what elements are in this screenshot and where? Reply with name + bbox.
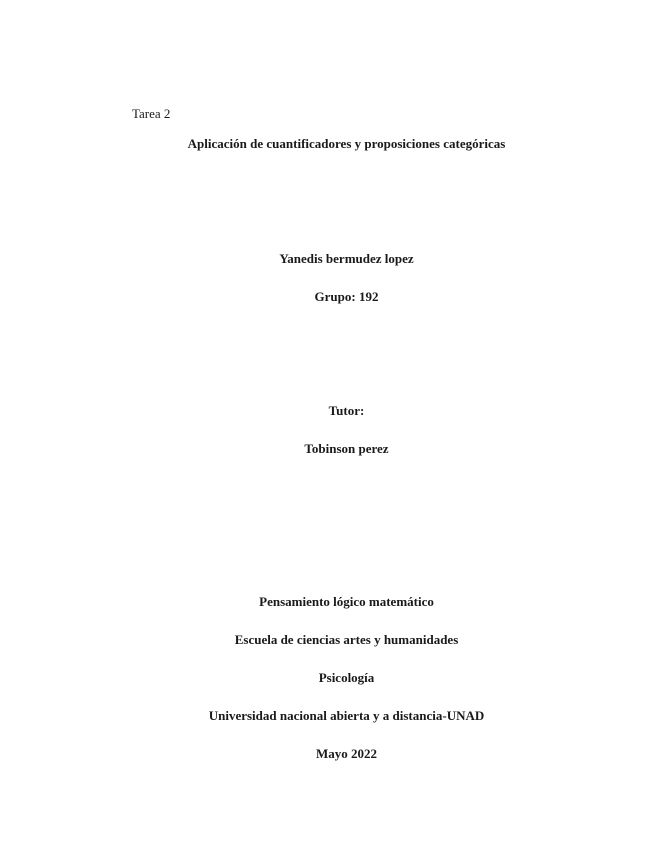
school-name: Escuela de ciencias artes y humanidades bbox=[234, 632, 459, 647]
tutor-label: Tutor: bbox=[328, 403, 365, 418]
group-number: Grupo: 192 bbox=[314, 289, 379, 304]
program-name: Psicología bbox=[318, 670, 375, 685]
tutor-name: Tobinson perez bbox=[304, 441, 389, 456]
university-name: Universidad nacional abierta y a distancia-UNAD bbox=[208, 708, 485, 723]
course-name: Pensamiento lógico matemático bbox=[259, 594, 434, 609]
header-label: Tarea 2 bbox=[132, 106, 171, 121]
document-title: Aplicación de cuantificadores y proposiciones categóricas bbox=[187, 136, 506, 151]
author-name: Yanedis bermudez lopez bbox=[279, 251, 414, 266]
document-date: Mayo 2022 bbox=[315, 746, 378, 761]
